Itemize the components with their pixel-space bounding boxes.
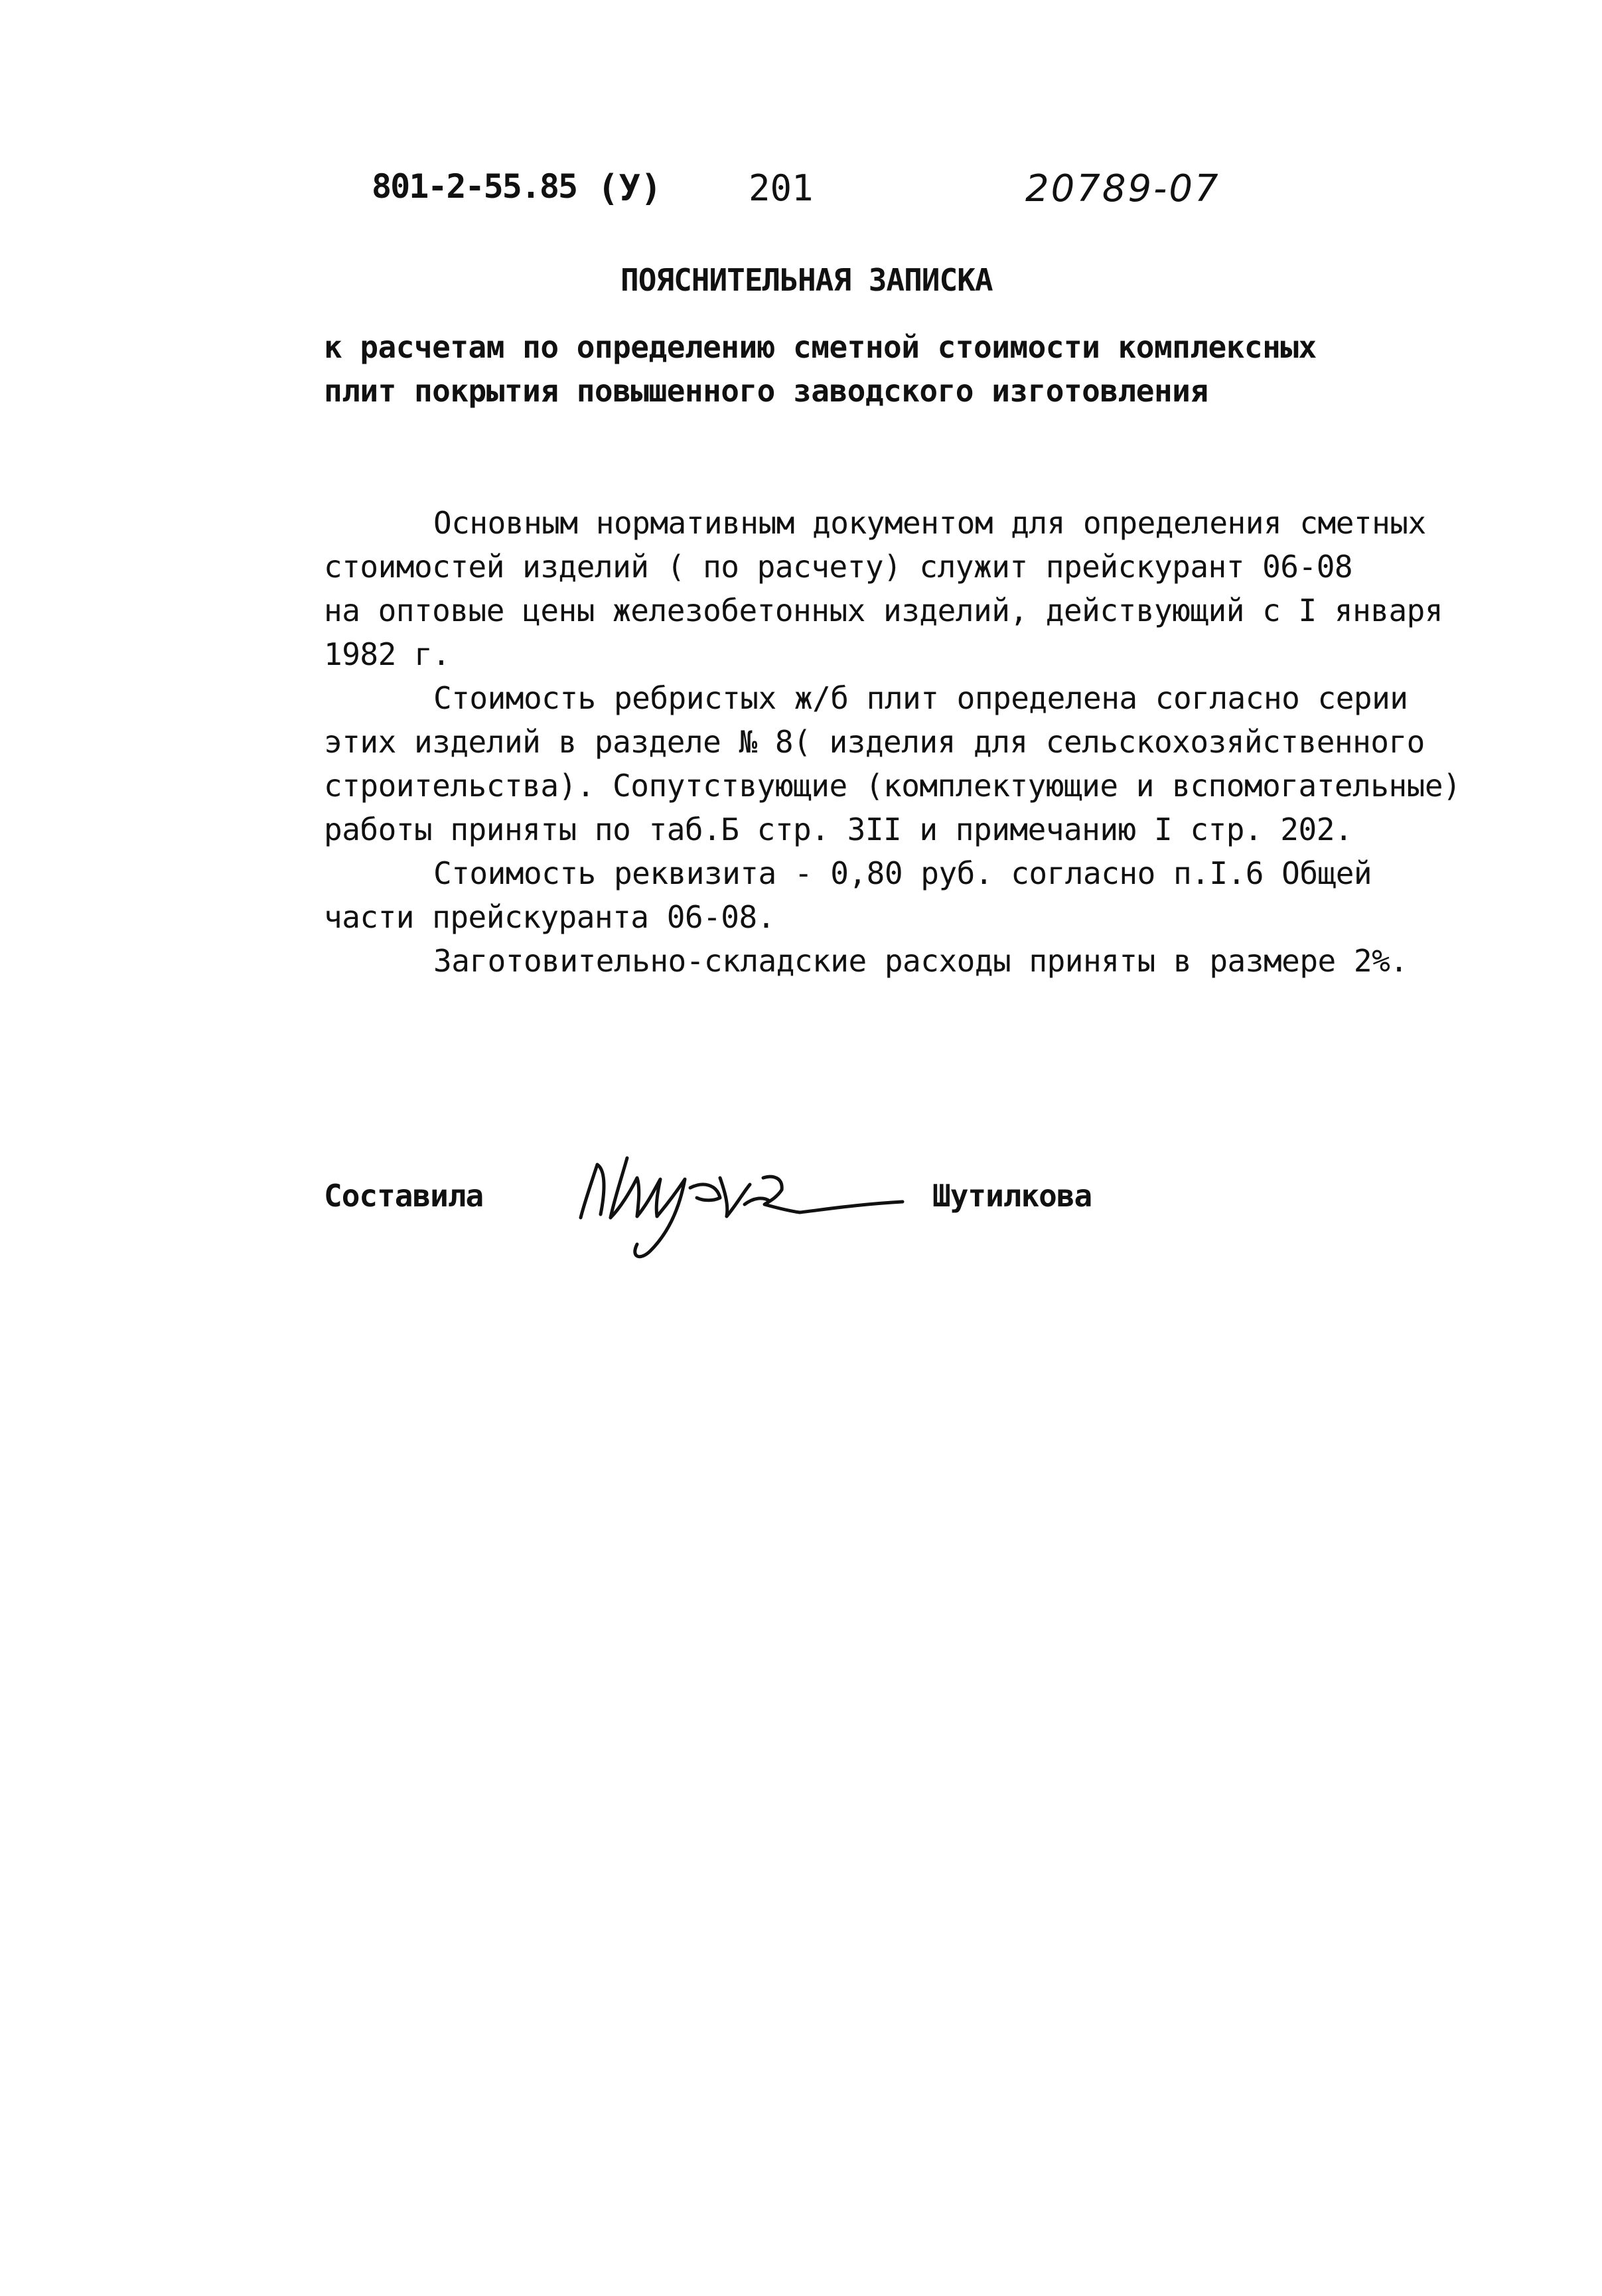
handwritten-signature — [571, 1138, 916, 1271]
body-line: Стоимость ребристых ж/б плит определена согласно серии — [433, 680, 1408, 716]
body-line: работы приняты по таб.Б стр. 3II и примечанию I стр. 202. — [324, 812, 1353, 847]
page-subtitle — [324, 325, 1317, 413]
page-title: ПОЯСНИТЕЛЬНАЯ ЗАПИСКА — [620, 262, 993, 298]
body-line: Основным нормативным документом для определения сметных — [433, 505, 1426, 541]
body-line: Заготовительно-складские расходы приняты в размере 2%. — [433, 943, 1408, 979]
page-number: 201 — [749, 167, 814, 209]
body-text — [324, 501, 1461, 983]
document-mark: (У) — [597, 167, 662, 209]
body-line: этих изделий в разделе № 8( изделия для сельскохозяйственного — [324, 724, 1425, 760]
body-line: части прейскуранта 06-08. — [324, 899, 775, 935]
inventory-number: 20789-07 — [1025, 167, 1220, 210]
body-line: Стоимость реквизита - 0,80 руб. согласно п.I.6 Общей — [433, 855, 1372, 891]
subtitle-line: к расчетам по определению сметной стоимости комплексных — [324, 329, 1317, 365]
body-line: 1982 г. — [324, 636, 451, 672]
signatory-name: Шутилкова — [932, 1178, 1092, 1214]
body-line: на оптовые цены железобетонных изделий, действующий с I января — [324, 593, 1443, 628]
subtitle-line: плит покрытия повышенного заводского изготовления — [324, 373, 1208, 409]
body-line: строительства). Сопутствующие (комплектующие и вспомогательные) — [324, 768, 1461, 804]
signature-label: Составила — [324, 1178, 484, 1214]
body-line: стоимостей изделий ( по расчету) служит прейскурант 06-08 — [324, 549, 1353, 585]
document-code: 801-2-55.85 — [372, 167, 577, 206]
